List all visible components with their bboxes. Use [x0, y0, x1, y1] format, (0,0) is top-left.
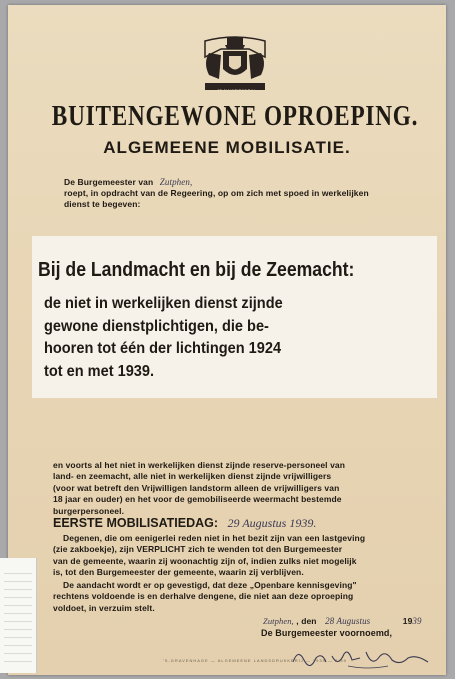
paragraph3-line: voldoet, in verzuim stelt.	[53, 602, 155, 613]
signoff-den: , den	[296, 616, 317, 626]
callout-line: tot en met 1939.	[44, 362, 155, 380]
intro-line3: dienst te begeven:	[64, 199, 141, 209]
coat-of-arms-icon	[199, 35, 271, 97]
intro-prefix: De Burgemeester van	[64, 177, 154, 187]
paragraph2-line: van de gemeente, waarin zij woonachtig zijn of, indien zulks niet mogelijk	[53, 555, 357, 566]
paragraph2-line: Degenen, die om eenigerlei reden niet in het bezit zijn van een lastgeving	[63, 533, 366, 543]
paragraph1-line: en voorts al het niet in werkelijken dienst zijnde reserve-personeel van	[53, 460, 346, 470]
callout-line: de niet in werkelijken dienst zijnde	[44, 295, 283, 312]
callout-line: hooren tot één der lichtingen 1924	[44, 340, 282, 357]
signoff-year: 39	[412, 616, 422, 626]
paragraph3-line: rechtens voldoende is en derhalve dengene, die niet aan deze oproeping	[53, 591, 354, 602]
callout-line: gewone dienstplichtigen, die be-	[44, 317, 269, 335]
mobilisation-day-date: 29 Augustus 1939.	[227, 516, 317, 530]
crest-banner-text: JE MAINTIENDRAI	[217, 89, 256, 93]
intro-line2: roept, in opdracht van de Regeering, op om zich met spoed in werkelijken	[64, 188, 369, 198]
paragraph2-line: (zie zakboekje), zijn VERPLICHT zich te wenden tot den Burgemeester	[53, 544, 343, 555]
archive-label	[0, 558, 37, 673]
mobilisation-day-label: EERSTE MOBILISATIEDAG:	[53, 516, 219, 530]
paragraph1-line: burgerpersoneel.	[53, 505, 125, 516]
paragraph2-line: is, tot den Burgemeester der gemeente, waarin zij verblijven.	[53, 567, 304, 578]
paragraph1-line: (voor wat betreft den Vrijwilligen landstorm alleen de vrijwilligers van	[53, 482, 340, 493]
poster-title: BUITENGEWONE OPROEPING.	[51, 100, 419, 132]
paragraph3-line: De aandacht wordt er op gevestigd, dat deze „Openbare kennisgeving"	[63, 580, 357, 590]
callout-title: Bij de Landmacht en bij de Zeemacht:	[38, 258, 355, 281]
mobilisation-poster	[8, 5, 446, 675]
callout-body	[44, 293, 408, 383]
paragraph1-line: 18 jaar en ouder) en het voor de gemobiliseerde weermacht bestemde	[53, 494, 342, 505]
printer-line: 'S-GRAVENHAGE — ALGEMEENE LANDSDRUKKERIJ — 1939 — 3/39	[163, 658, 347, 663]
signoff-place: Zutphen,	[263, 616, 294, 626]
intro-place-handwritten: Zutphen,	[159, 177, 193, 187]
intro-line1	[64, 177, 192, 188]
signoff-year-prefix: 19	[402, 616, 413, 626]
signoff-date: 28 Augustus	[325, 616, 371, 626]
mobilisation-day	[53, 516, 316, 531]
signoff-title: De Burgemeester voornoemd,	[261, 628, 393, 638]
signoff-line	[263, 616, 422, 627]
poster-subtitle: ALGEMEENE MOBILISATIE.	[103, 138, 351, 157]
paragraph1-line: land- en zeemacht, alle niet in werkelijken dienst zijnde vrijwilligers	[53, 471, 332, 482]
archive-label-lines	[4, 566, 32, 666]
